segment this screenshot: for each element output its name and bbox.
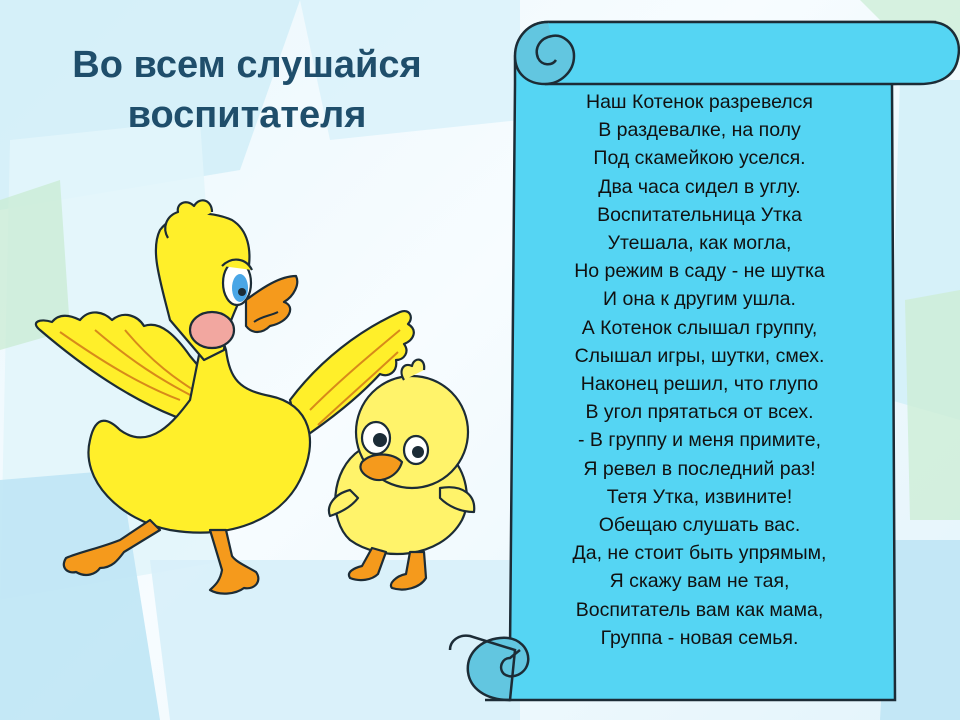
- poem-line: Да, не стоит быть упрямым,: [572, 542, 827, 565]
- duck-cheek: [190, 312, 234, 348]
- poem-line: Наконец решил, что глупо: [580, 373, 819, 396]
- poem-line: Группа - новая семья.: [600, 626, 799, 649]
- duckling-right-foot: [391, 552, 426, 590]
- poem-line: Слышал игры, шутки, смех.: [574, 344, 825, 367]
- duck-left-foot: [64, 520, 160, 575]
- poem-line: В раздевалке, на полу: [598, 119, 801, 142]
- duck-beak: [246, 276, 297, 332]
- poem-line: Утешала, как могла,: [607, 232, 792, 255]
- duckling-left-foot: [349, 548, 386, 580]
- duck-right-foot: [210, 530, 258, 594]
- poem-line: Но режим в саду - не шутка: [574, 260, 825, 283]
- title-line-2: воспитателя: [127, 94, 367, 136]
- poem-line: А Котенок слышал группу,: [581, 316, 818, 339]
- poem-line: Я скажу вам не тая,: [609, 570, 790, 593]
- poem-line: Воспитатель вам как мама,: [575, 598, 824, 621]
- poem-line: Наш Котенок разревелся: [585, 91, 813, 113]
- poem-line: Тетя Утка, извините!: [606, 485, 793, 508]
- poem-line: И она к другим ушла.: [603, 288, 796, 311]
- poem-line: Воспитательница Утка: [597, 203, 802, 226]
- title-line-1: Во всем слушайся: [72, 44, 422, 86]
- poem-line: Два часа сидел в углу.: [598, 175, 801, 198]
- poem-line: Обещаю слушать вас.: [598, 514, 801, 537]
- poem-line: Я ревел в последний раз!: [583, 457, 816, 480]
- poem-line: Под скамейкою уселся.: [593, 147, 806, 170]
- poem-line: В угол прятаться от всех.: [585, 401, 814, 424]
- poem-line: - В группу и меня примите,: [578, 429, 821, 452]
